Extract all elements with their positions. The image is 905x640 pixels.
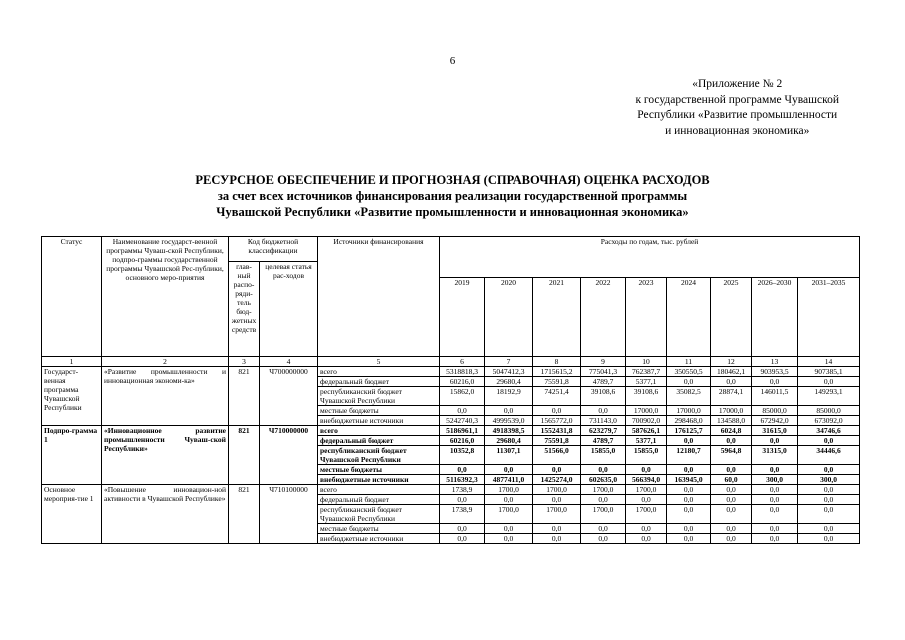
row-value: 60,0 [711, 474, 752, 484]
row-value: 350550,5 [667, 366, 711, 376]
row-value: 0,0 [533, 533, 581, 543]
row-value: 0,0 [752, 533, 798, 543]
row-value: 298468,0 [667, 415, 711, 425]
row-value: 0,0 [440, 494, 485, 504]
row-value: 4999539,0 [485, 415, 533, 425]
row-value: 0,0 [667, 484, 711, 494]
row-value: 0,0 [711, 464, 752, 474]
row-value: 176125,7 [667, 425, 711, 435]
row-source: внебюджетные источники [318, 415, 440, 425]
row-value: 4877411,0 [485, 474, 533, 484]
row-value: 75591,8 [533, 435, 581, 445]
row-value: 74251,4 [533, 386, 581, 405]
column-number: 2 [102, 356, 229, 366]
row-source: всего [318, 484, 440, 494]
row-value: 85000,0 [752, 405, 798, 415]
row-value: 85000,0 [798, 405, 860, 415]
row-source: местные бюджеты [318, 405, 440, 415]
row-value: 1715615,2 [533, 366, 581, 376]
row-value: 5242740,3 [440, 415, 485, 425]
row-value: 15862,0 [440, 386, 485, 405]
row-value: 11307,1 [485, 445, 533, 464]
row-csr: Ч700000000 [260, 366, 318, 425]
column-number: 11 [667, 356, 711, 366]
row-value: 17000,0 [667, 405, 711, 415]
row-value: 29680,4 [485, 376, 533, 386]
header-budget-code: Код бюджетной классификации [229, 237, 318, 262]
row-value: 762387,7 [626, 366, 667, 376]
row-value: 0,0 [581, 405, 626, 415]
row-value: 0,0 [798, 435, 860, 445]
row-value: 0,0 [440, 464, 485, 474]
row-value: 60216,0 [440, 435, 485, 445]
header-row [42, 237, 860, 262]
row-name: «Развитие промышленности и инновационная экономи-ка» [102, 366, 229, 425]
row-value: 0,0 [752, 376, 798, 386]
row-value: 12180,7 [667, 445, 711, 464]
column-number: 10 [626, 356, 667, 366]
row-value: 4789,7 [581, 435, 626, 445]
row-value: 0,0 [533, 405, 581, 415]
row-value: 4789,7 [581, 376, 626, 386]
row-value: 0,0 [752, 494, 798, 504]
appendix-line: и инновационная экономика» [665, 124, 810, 137]
appendix-line: к государственной программе Чувашской [635, 93, 839, 106]
row-value: 17000,0 [626, 405, 667, 415]
row-value: 0,0 [752, 464, 798, 474]
row-value: 672942,0 [752, 415, 798, 425]
row-value: 1700,0 [485, 504, 533, 523]
row-value: 0,0 [440, 533, 485, 543]
row-source: всего [318, 425, 440, 435]
appendix-note [635, 77, 839, 139]
column-number: 1 [42, 356, 102, 366]
row-value: 0,0 [752, 504, 798, 523]
header-expenses: Расходы по годам, тыс. рублей [440, 237, 860, 262]
year-header: 2026–2030 [752, 278, 798, 356]
row-value: 34446,6 [798, 445, 860, 464]
title-line-3: Чувашской Республики «Развитие промышленности и инновационная экономика» [216, 205, 689, 219]
row-value: 0,0 [798, 464, 860, 474]
appendix-line: Республики «Развитие промышленности [637, 109, 838, 121]
row-value: 0,0 [798, 533, 860, 543]
row-value: 0,0 [581, 533, 626, 543]
row-value: 602635,0 [581, 474, 626, 484]
row-value: 51566,0 [533, 445, 581, 464]
row-value: 623279,7 [581, 425, 626, 435]
resource-table [41, 236, 860, 544]
row-value: 18192,9 [485, 386, 533, 405]
row-source: всего [318, 366, 440, 376]
row-value: 0,0 [711, 494, 752, 504]
header-status: Статус [42, 237, 102, 357]
row-value: 0,0 [667, 376, 711, 386]
row-value: 1552431,8 [533, 425, 581, 435]
row-value: 775041,3 [581, 366, 626, 376]
row-value: 60216,0 [440, 376, 485, 386]
row-value: 5047412,3 [485, 366, 533, 376]
row-value: 5186961,1 [440, 425, 485, 435]
row-value: 0,0 [752, 523, 798, 533]
row-value: 907385,1 [798, 366, 860, 376]
row-value: 0,0 [485, 464, 533, 474]
row-source: внебюджетные источники [318, 533, 440, 543]
row-value: 0,0 [667, 523, 711, 533]
row-value: 39108,6 [626, 386, 667, 405]
row-value: 0,0 [711, 504, 752, 523]
year-header: 2019 [440, 278, 485, 356]
row-grbs: 821 [229, 425, 260, 484]
row-value: 75591,8 [533, 376, 581, 386]
row-source: внебюджетные источники [318, 474, 440, 484]
row-value: 0,0 [667, 504, 711, 523]
row-value: 0,0 [626, 494, 667, 504]
row-value: 39108,6 [581, 386, 626, 405]
row-value: 0,0 [581, 523, 626, 533]
row-value: 0,0 [752, 435, 798, 445]
row-value: 0,0 [798, 494, 860, 504]
row-value: 163945,0 [667, 474, 711, 484]
row-value: 566394,0 [626, 474, 667, 484]
column-number: 8 [533, 356, 581, 366]
row-grbs: 821 [229, 484, 260, 543]
row-value: 0,0 [485, 523, 533, 533]
row-value: 1700,0 [533, 504, 581, 523]
column-number: 13 [752, 356, 798, 366]
row-value: 0,0 [626, 464, 667, 474]
row-value: 0,0 [711, 435, 752, 445]
year-header: 2021 [533, 278, 581, 356]
row-value: 0,0 [752, 484, 798, 494]
page-number: 6 [449, 55, 456, 67]
row-value: 5116392,3 [440, 474, 485, 484]
row-value: 1738,9 [440, 504, 485, 523]
table-row [42, 366, 860, 376]
row-value: 1738,9 [440, 484, 485, 494]
row-value: 0,0 [533, 464, 581, 474]
row-name: «Инновационное развитие промышленности Чуваш-ской Республики» [102, 425, 229, 484]
header-sources: Источники финансирования [318, 237, 440, 357]
row-value: 31315,0 [752, 445, 798, 464]
row-value: 300,0 [798, 474, 860, 484]
row-value: 1700,0 [533, 484, 581, 494]
row-value: 0,0 [667, 533, 711, 543]
row-value: 0,0 [667, 435, 711, 445]
column-number: 7 [485, 356, 533, 366]
row-name: «Повышение инновацион-ной активности в Чувашской Республике» [102, 484, 229, 543]
document-title [0, 172, 905, 220]
row-grbs: 821 [229, 366, 260, 425]
row-csr: Ч710000000 [260, 425, 318, 484]
row-value: 1700,0 [581, 484, 626, 494]
row-source: местные бюджеты [318, 464, 440, 474]
row-value: 17000,0 [711, 405, 752, 415]
row-value: 34746,6 [798, 425, 860, 435]
row-source: республиканский бюджет Чувашской Республики [318, 386, 440, 405]
row-status: Государст-венная программа Чувашской Республики [42, 366, 102, 425]
row-value: 0,0 [581, 494, 626, 504]
row-value: 0,0 [626, 523, 667, 533]
row-value: 0,0 [485, 494, 533, 504]
table-row [42, 425, 860, 435]
row-value: 0,0 [798, 376, 860, 386]
row-value: 0,0 [533, 523, 581, 533]
row-value: 0,0 [711, 523, 752, 533]
row-value: 300,0 [752, 474, 798, 484]
row-status: Основное мероприя-тие 1 [42, 484, 102, 543]
row-value: 0,0 [667, 494, 711, 504]
row-value: 15855,0 [626, 445, 667, 464]
row-value: 0,0 [798, 484, 860, 494]
row-value: 0,0 [440, 405, 485, 415]
row-value: 0,0 [581, 464, 626, 474]
row-source: республиканский бюджет Чувашской Республики [318, 504, 440, 523]
appendix-line: «Приложение № 2 [692, 78, 783, 90]
row-value: 149293,1 [798, 386, 860, 405]
column-number: 12 [711, 356, 752, 366]
year-header: 2031–2035 [798, 278, 860, 356]
row-value: 0,0 [711, 533, 752, 543]
row-value: 1565772,0 [533, 415, 581, 425]
header-gl-rasp: глав-ный распо-ряди-тель бюд-жетных средств [229, 261, 260, 356]
row-value: 1425274,0 [533, 474, 581, 484]
row-source: местные бюджеты [318, 523, 440, 533]
row-value: 15855,0 [581, 445, 626, 464]
row-value: 146011,5 [752, 386, 798, 405]
column-number: 4 [260, 356, 318, 366]
column-number: 6 [440, 356, 485, 366]
row-value: 0,0 [667, 464, 711, 474]
row-value: 5318818,3 [440, 366, 485, 376]
row-value: 0,0 [626, 533, 667, 543]
row-status: Подпро-грамма 1 [42, 425, 102, 484]
row-value: 673092,0 [798, 415, 860, 425]
column-number: 3 [229, 356, 260, 366]
header-name: Наименование государст-венной программы Чуваш-ской Республики, подпро-граммы государственной программы Чувашской Рес-публики, основного меро-приятия [102, 237, 229, 357]
row-value: 35082,5 [667, 386, 711, 405]
row-value: 731143,0 [581, 415, 626, 425]
header-expenses-spacer [440, 261, 860, 278]
row-value: 0,0 [533, 494, 581, 504]
row-value: 0,0 [798, 504, 860, 523]
title-line-2: за счет всех источников финансирования реализации государственной программы [217, 189, 688, 203]
column-numbers-row [42, 356, 860, 366]
row-value: 31615,0 [752, 425, 798, 435]
row-value: 5377,1 [626, 435, 667, 445]
row-value: 1700,0 [626, 484, 667, 494]
row-value: 134588,0 [711, 415, 752, 425]
row-value: 1700,0 [581, 504, 626, 523]
row-value: 0,0 [711, 484, 752, 494]
row-value: 6024,8 [711, 425, 752, 435]
year-header: 2022 [581, 278, 626, 356]
row-source: федеральный бюджет [318, 376, 440, 386]
row-value: 1700,0 [626, 504, 667, 523]
year-header: 2025 [711, 278, 752, 356]
row-value: 5964,8 [711, 445, 752, 464]
year-header: 2023 [626, 278, 667, 356]
row-value: 28874,1 [711, 386, 752, 405]
row-value: 1700,0 [485, 484, 533, 494]
row-value: 0,0 [485, 533, 533, 543]
row-value: 0,0 [711, 376, 752, 386]
row-value: 5377,1 [626, 376, 667, 386]
row-source: федеральный бюджет [318, 435, 440, 445]
row-value: 903953,5 [752, 366, 798, 376]
column-number: 14 [798, 356, 860, 366]
row-value: 180462,1 [711, 366, 752, 376]
row-csr: Ч710100000 [260, 484, 318, 543]
column-number: 9 [581, 356, 626, 366]
row-value: 0,0 [440, 523, 485, 533]
row-value: 0,0 [485, 405, 533, 415]
row-value: 29680,4 [485, 435, 533, 445]
table-row [42, 484, 860, 494]
row-value: 0,0 [798, 523, 860, 533]
year-header: 2024 [667, 278, 711, 356]
row-source: республиканский бюджет Чувашской Республики [318, 445, 440, 464]
year-header: 2020 [485, 278, 533, 356]
header-target-item: целевая статья рас-ходов [260, 261, 318, 356]
column-number: 5 [318, 356, 440, 366]
row-value: 10352,8 [440, 445, 485, 464]
title-line-1: РЕСУРСНОЕ ОБЕСПЕЧЕНИЕ И ПРОГНОЗНАЯ (СПРАВОЧНАЯ) ОЦЕНКА РАСХОДОВ [195, 173, 710, 187]
row-value: 700902,0 [626, 415, 667, 425]
row-value: 587626,1 [626, 425, 667, 435]
row-value: 4918398,5 [485, 425, 533, 435]
row-source: федеральный бюджет [318, 494, 440, 504]
